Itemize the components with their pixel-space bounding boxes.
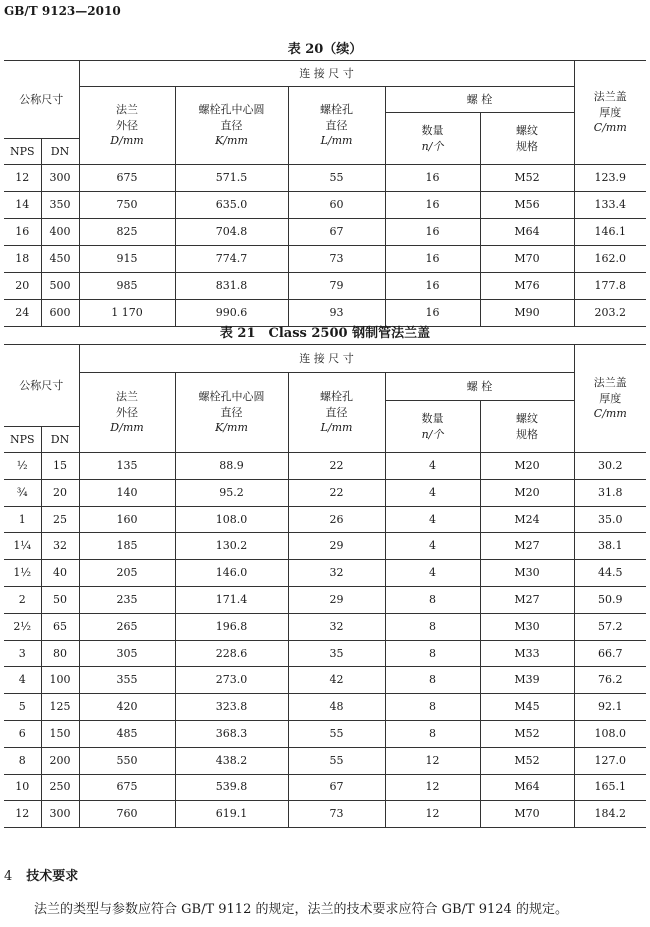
pcd-cell: 774.7	[175, 246, 288, 273]
table-row	[4, 586, 646, 613]
thread-header: 螺纹 规格	[480, 113, 574, 165]
qty-cell: 8	[385, 640, 480, 667]
bolt-hole-header: 螺栓孔 直径 L/mm	[288, 87, 385, 165]
section-number: 4	[4, 869, 13, 884]
hole-cell: 32	[288, 613, 385, 640]
table-row	[4, 667, 646, 694]
pcd-cell: 539.8	[175, 774, 288, 801]
thread-cell: M70	[480, 801, 574, 828]
thickness-cell: 30.2	[574, 453, 646, 480]
dn-cell: 100	[41, 667, 79, 694]
od-cell: 265	[79, 613, 175, 640]
od-cell: 185	[79, 533, 175, 560]
table-row	[4, 613, 646, 640]
hole-cell: 22	[288, 453, 385, 480]
dn-cell: 400	[41, 219, 79, 246]
thread-cell: M24	[480, 506, 574, 533]
thread-cell: M90	[480, 300, 574, 327]
hole-cell: 29	[288, 533, 385, 560]
od-cell: 825	[79, 219, 175, 246]
thread-cell: M20	[480, 479, 574, 506]
qty-cell: 8	[385, 694, 480, 721]
table-row	[4, 774, 646, 801]
nps-cell: 8	[4, 747, 41, 774]
nps-cell: 14	[4, 192, 41, 219]
table-row	[4, 453, 646, 480]
od-cell: 160	[79, 506, 175, 533]
qty-cell: 8	[385, 613, 480, 640]
thickness-cell: 76.2	[574, 667, 646, 694]
dn-cell: 300	[41, 165, 79, 192]
pcd-cell: 704.8	[175, 219, 288, 246]
nps-cell: 1¼	[4, 533, 41, 560]
qty-cell: 4	[385, 479, 480, 506]
thread-cell: M64	[480, 774, 574, 801]
thread-cell: M45	[480, 694, 574, 721]
qty-cell: 4	[385, 453, 480, 480]
od-cell: 305	[79, 640, 175, 667]
hole-cell: 60	[288, 192, 385, 219]
hole-cell: 67	[288, 774, 385, 801]
thickness-cell: 31.8	[574, 479, 646, 506]
connection-dims-header: 连 接 尺 寸	[79, 345, 574, 373]
qty-cell: 16	[385, 246, 480, 273]
thread-cell: M39	[480, 667, 574, 694]
dn-cell: 250	[41, 774, 79, 801]
od-cell: 140	[79, 479, 175, 506]
nominal-size-header: 公称尺寸	[4, 61, 79, 139]
thickness-cell: 44.5	[574, 560, 646, 587]
nps-header: NPS	[4, 427, 41, 453]
pcd-cell: 619.1	[175, 801, 288, 828]
table-21	[4, 344, 646, 828]
dn-header: DN	[41, 427, 79, 453]
thickness-cell: 133.4	[574, 192, 646, 219]
hole-cell: 48	[288, 694, 385, 721]
dn-cell: 25	[41, 506, 79, 533]
od-cell: 1 170	[79, 300, 175, 327]
dn-cell: 450	[41, 246, 79, 273]
thread-cell: M76	[480, 273, 574, 300]
qty-cell: 8	[385, 586, 480, 613]
nps-cell: 5	[4, 694, 41, 721]
hole-cell: 73	[288, 246, 385, 273]
thread-cell: M33	[480, 640, 574, 667]
pcd-cell: 146.0	[175, 560, 288, 587]
thickness-cell: 177.8	[574, 273, 646, 300]
section-4-paragraph: 法兰的类型与参数应符合 GB/T 9112 的规定，法兰的技术要求应符合 GB/T 9124 的规定。	[34, 902, 568, 917]
qty-cell: 16	[385, 219, 480, 246]
table-row	[4, 747, 646, 774]
od-cell: 760	[79, 801, 175, 828]
pcd-cell: 323.8	[175, 694, 288, 721]
thickness-cell: 38.1	[574, 533, 646, 560]
standard-id: GB/T 9123—2010	[4, 4, 121, 18]
thickness-cell: 203.2	[574, 300, 646, 327]
pcd-cell: 831.8	[175, 273, 288, 300]
dn-header: DN	[41, 139, 79, 165]
thickness-cell: 184.2	[574, 801, 646, 828]
od-cell: 985	[79, 273, 175, 300]
qty-cell: 16	[385, 192, 480, 219]
thickness-header: 法兰盖 厚度 C/mm	[574, 61, 646, 165]
hole-cell: 42	[288, 667, 385, 694]
pcd-cell: 990.6	[175, 300, 288, 327]
pcd-cell: 368.3	[175, 720, 288, 747]
bolt-hole-header: 螺栓孔 直径 L/mm	[288, 373, 385, 453]
thickness-cell: 35.0	[574, 506, 646, 533]
thickness-cell: 57.2	[574, 613, 646, 640]
qty-cell: 8	[385, 667, 480, 694]
od-cell: 420	[79, 694, 175, 721]
bolt-header: 螺 栓	[385, 373, 574, 401]
thickness-cell: 66.7	[574, 640, 646, 667]
table-row	[4, 533, 646, 560]
connection-dims-header: 连 接 尺 寸	[79, 61, 574, 87]
bolt-circle-header: 螺栓孔中心圆 直径 K/mm	[175, 87, 288, 165]
hole-cell: 93	[288, 300, 385, 327]
dn-cell: 40	[41, 560, 79, 587]
dn-cell: 65	[41, 613, 79, 640]
table-row	[4, 192, 646, 219]
od-cell: 355	[79, 667, 175, 694]
od-cell: 135	[79, 453, 175, 480]
table-20-caption: 表 20（续）	[287, 42, 363, 57]
thread-cell: M52	[480, 747, 574, 774]
table-row	[4, 506, 646, 533]
qty-cell: 8	[385, 720, 480, 747]
section-4-heading	[4, 865, 78, 884]
pcd-cell: 108.0	[175, 506, 288, 533]
thickness-cell: 50.9	[574, 586, 646, 613]
dn-cell: 350	[41, 192, 79, 219]
hole-cell: 55	[288, 720, 385, 747]
thickness-cell: 127.0	[574, 747, 646, 774]
hole-cell: 22	[288, 479, 385, 506]
thickness-cell: 165.1	[574, 774, 646, 801]
hole-cell: 35	[288, 640, 385, 667]
dn-cell: 80	[41, 640, 79, 667]
nps-cell: 24	[4, 300, 41, 327]
dn-cell: 300	[41, 801, 79, 828]
thread-cell: M64	[480, 219, 574, 246]
qty-cell: 16	[385, 273, 480, 300]
dn-cell: 500	[41, 273, 79, 300]
pcd-cell: 196.8	[175, 613, 288, 640]
thread-cell: M70	[480, 246, 574, 273]
nps-cell: 20	[4, 273, 41, 300]
outer-diameter-header: 法兰 外径 D/mm	[79, 373, 175, 453]
pcd-cell: 88.9	[175, 453, 288, 480]
od-cell: 485	[79, 720, 175, 747]
nps-cell: 1½	[4, 560, 41, 587]
table-21-caption: 表 21 Class 2500 钢制管法兰盖	[219, 326, 431, 341]
dn-cell: 15	[41, 453, 79, 480]
od-cell: 550	[79, 747, 175, 774]
pcd-cell: 228.6	[175, 640, 288, 667]
outer-diameter-header: 法兰 外径 D/mm	[79, 87, 175, 165]
dn-cell: 32	[41, 533, 79, 560]
nps-cell: 1	[4, 506, 41, 533]
nps-cell: 10	[4, 774, 41, 801]
pcd-cell: 571.5	[175, 165, 288, 192]
section-title: 技术要求	[26, 869, 79, 884]
thread-cell: M30	[480, 560, 574, 587]
thickness-cell: 162.0	[574, 246, 646, 273]
thread-cell: M20	[480, 453, 574, 480]
bolt-header: 螺 栓	[385, 87, 574, 113]
table-20	[4, 60, 646, 327]
table-row	[4, 165, 646, 192]
thread-cell: M52	[480, 720, 574, 747]
nps-cell: 12	[4, 165, 41, 192]
qty-cell: 16	[385, 300, 480, 327]
dn-cell: 125	[41, 694, 79, 721]
thread-cell: M52	[480, 165, 574, 192]
nps-cell: 2½	[4, 613, 41, 640]
dn-cell: 200	[41, 747, 79, 774]
table-row	[4, 640, 646, 667]
nominal-size-header: 公称尺寸	[4, 345, 79, 427]
nps-cell: 4	[4, 667, 41, 694]
qty-cell: 12	[385, 747, 480, 774]
qty-cell: 16	[385, 165, 480, 192]
thickness-header: 法兰盖 厚度 C/mm	[574, 345, 646, 453]
qty-cell: 4	[385, 506, 480, 533]
thread-cell: M56	[480, 192, 574, 219]
pcd-cell: 635.0	[175, 192, 288, 219]
hole-cell: 29	[288, 586, 385, 613]
qty-cell: 12	[385, 801, 480, 828]
nps-cell: 6	[4, 720, 41, 747]
dn-cell: 20	[41, 479, 79, 506]
hole-cell: 55	[288, 747, 385, 774]
hole-cell: 32	[288, 560, 385, 587]
thread-cell: M27	[480, 533, 574, 560]
qty-cell: 4	[385, 560, 480, 587]
od-cell: 205	[79, 560, 175, 587]
thickness-cell: 108.0	[574, 720, 646, 747]
dn-cell: 150	[41, 720, 79, 747]
thread-header: 螺纹 规格	[480, 401, 574, 453]
thickness-cell: 146.1	[574, 219, 646, 246]
od-cell: 750	[79, 192, 175, 219]
hole-cell: 73	[288, 801, 385, 828]
nps-cell: ¾	[4, 479, 41, 506]
od-cell: 235	[79, 586, 175, 613]
nps-cell: 18	[4, 246, 41, 273]
table-row	[4, 273, 646, 300]
thickness-cell: 123.9	[574, 165, 646, 192]
pcd-cell: 95.2	[175, 479, 288, 506]
thread-cell: M27	[480, 586, 574, 613]
hole-cell: 67	[288, 219, 385, 246]
nps-cell: 12	[4, 801, 41, 828]
hole-cell: 26	[288, 506, 385, 533]
od-cell: 675	[79, 165, 175, 192]
nps-cell: 16	[4, 219, 41, 246]
table-row	[4, 694, 646, 721]
table-row	[4, 479, 646, 506]
bolt-circle-header: 螺栓孔中心圆 直径 K/mm	[175, 373, 288, 453]
nps-cell: 2	[4, 586, 41, 613]
qty-cell: 4	[385, 533, 480, 560]
pcd-cell: 273.0	[175, 667, 288, 694]
nps-cell: 3	[4, 640, 41, 667]
hole-cell: 79	[288, 273, 385, 300]
bolt-qty-header: 数量 n/个	[385, 401, 480, 453]
pcd-cell: 130.2	[175, 533, 288, 560]
pcd-cell: 438.2	[175, 747, 288, 774]
nps-cell: ½	[4, 453, 41, 480]
od-cell: 675	[79, 774, 175, 801]
table-row	[4, 560, 646, 587]
od-cell: 915	[79, 246, 175, 273]
bolt-qty-header: 数量 n/个	[385, 113, 480, 165]
nps-header: NPS	[4, 139, 41, 165]
table-row	[4, 219, 646, 246]
thread-cell: M30	[480, 613, 574, 640]
hole-cell: 55	[288, 165, 385, 192]
pcd-cell: 171.4	[175, 586, 288, 613]
table-row	[4, 801, 646, 828]
qty-cell: 12	[385, 774, 480, 801]
dn-cell: 50	[41, 586, 79, 613]
table-row	[4, 720, 646, 747]
thickness-cell: 92.1	[574, 694, 646, 721]
table-row	[4, 246, 646, 273]
dn-cell: 600	[41, 300, 79, 327]
